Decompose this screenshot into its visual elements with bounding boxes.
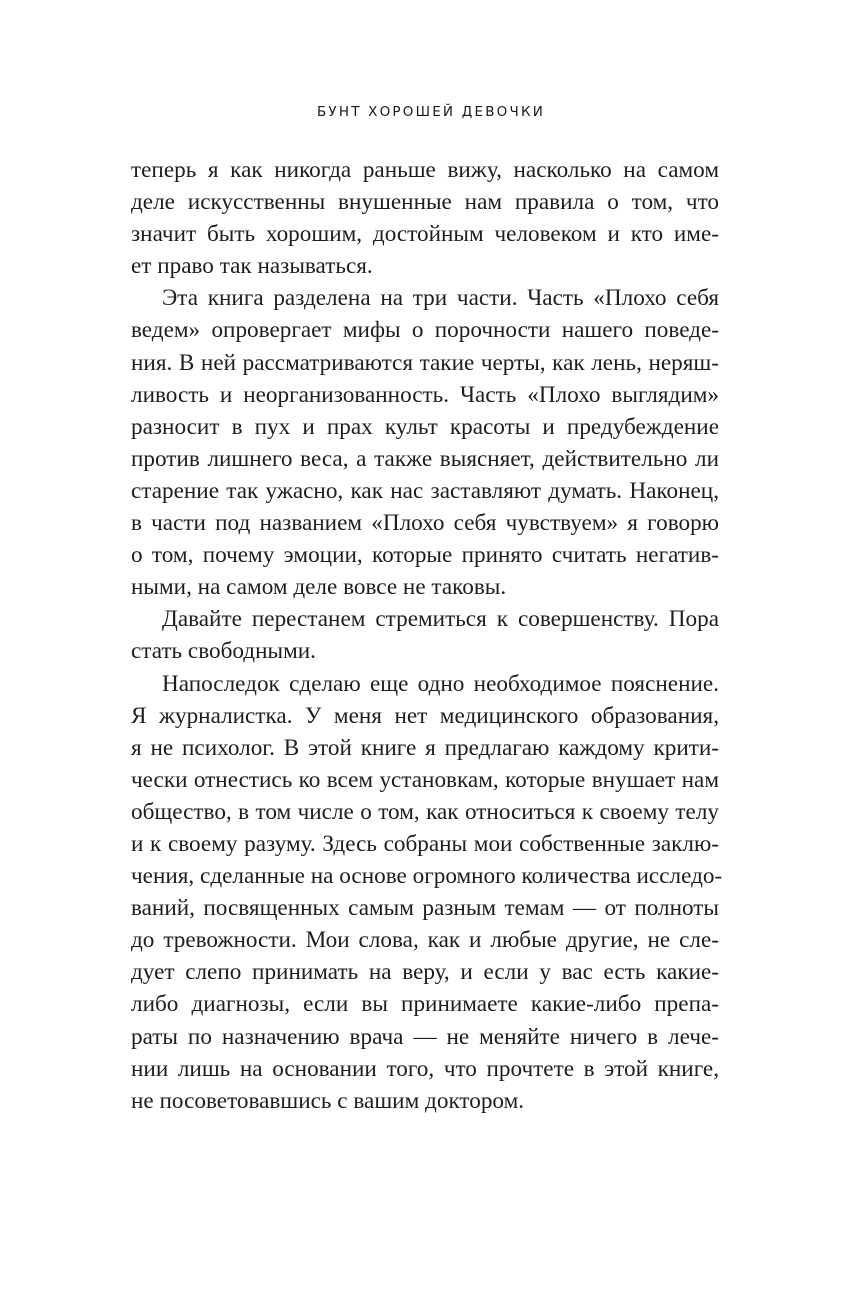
text-line: против лишнего веса, а также выясняет, действительно ли [131, 445, 719, 472]
text-line: общество, в том числе о том, как относиться к своему телу [131, 798, 719, 825]
text-line: деле искусственны внушенные нам правила о том, что [131, 189, 719, 216]
text-line: о том, почему эмоции, которые принято считать негатив- [131, 542, 719, 569]
text-line: нии лишь на основании того, что прочтете в этой книге, [131, 1055, 719, 1082]
body-text [131, 154, 723, 1117]
text-line: в части под названием «Плохо себя чувствуем» я говорю [131, 510, 719, 537]
paragraph-2 [131, 282, 719, 603]
paragraph-3 [131, 603, 719, 667]
text-line: чески отнестись ко всем установкам, которые внушает нам [131, 766, 719, 793]
text-line: ваний, посвященных самым разным темам — от полноты [131, 895, 719, 922]
text-line: Я журналистка. У меня нет медицинского образования, [131, 702, 719, 729]
text-line: дует слепо принимать на веру, и если у вас есть какие- [131, 959, 719, 986]
text-line: не посоветовавшись с вашим доктором. [131, 1087, 525, 1114]
text-line: либо диагнозы, если вы принимаете какие-либо препа- [131, 991, 719, 1018]
text-line: ведем» опровергает мифы о порочности нашего поведе- [131, 317, 719, 344]
text-line: ния. В ней рассматриваются такие черты, как лень, неряш- [131, 349, 719, 376]
running-head: БУНТ ХОРОШЕЙ ДЕВОЧКИ [316, 104, 546, 120]
text-line: теперь я как никогда раньше вижу, насколько на самом [131, 157, 719, 183]
text-line: старение так ужасно, как нас заставляют думать. Наконец, [131, 477, 719, 504]
text-line: стать свободными. [131, 638, 316, 665]
paragraph-1 [131, 154, 719, 282]
text-line: Давайте перестанем стремиться к совершенству. Пора [162, 606, 719, 633]
text-line: ет право так называться. [131, 253, 373, 280]
text-line: чения, сделанные на основе огромного количества исследо- [131, 863, 723, 890]
text-line: раты по назначению врача — не меняйте ничего в лече- [131, 1023, 719, 1050]
text-line: Напоследок сделаю еще одно необходимое пояснение. [162, 670, 719, 697]
text-line: ливость и неорганизованность. Часть «Плохо выглядим» [131, 381, 719, 408]
text-line: Эта книга разделена на три части. Часть «Плохо себя [162, 285, 719, 312]
text-line: ными, на самом деле вовсе не таковы. [131, 574, 507, 601]
text-line: разносит в пух и прах культ красоты и предубеждение [131, 413, 719, 440]
text-line: до тревожности. Мои слова, как и любые другие, не сле- [131, 927, 719, 954]
text-line: значит быть хорошим, достойным человеком и кто име- [131, 221, 719, 248]
text-line: и к своему разуму. Здесь собраны мои собственные заклю- [131, 830, 719, 857]
text-line: я не психолог. В этой книге я предлагаю каждому крити- [131, 734, 719, 761]
paragraph-4 [131, 668, 723, 1117]
